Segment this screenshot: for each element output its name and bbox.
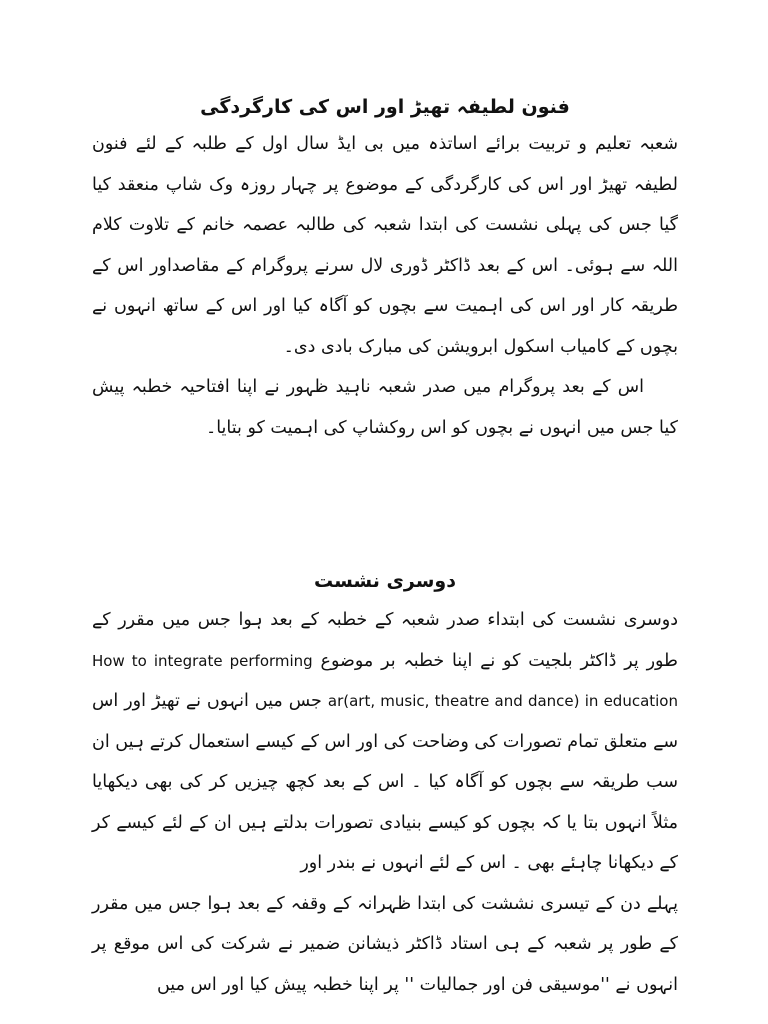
body-paragraph: اس کے بعد پروگرام میں صدر شعبہ ناہید ظہور نے اپنا افتاحیہ خطبہ پیش کیا جس میں انہوں نے بچوں کو اس روکشاپ کی اہمیت کو بتایا۔ bbox=[92, 377, 678, 438]
document-page bbox=[92, 92, 678, 1005]
paragraph-text: جس میں انہوں نے تھیڑ اور اس سے متعلق تمام تصورات کی وضاحت کی اور اس کے کیسے استعمال کرتے ہیں ان سب طریقہ سے بچوں کو آگاہ کیا ۔ اس کے بعد کچھ چیزیں کر کی بھی دیکھایا مثلاً انہوں بتا یا کہ بچوں کو کیسے بنیادی تصورات بدلتے ہیں ان کے لئے کیسے کر کے دیکھانا چاہئے بھی ۔ اس کے لئے انہوں نے بندر اور bbox=[92, 691, 678, 873]
section-spacer bbox=[92, 448, 678, 566]
body-paragraph: پہلے دن کے تیسری نششت کی ابتدا ظہرانہ کے وقفہ کے بعد ہوا جس میں مقرر کے طور پر شعبہ کے ہی استاد ڈاکٹر ذیشانن ضمیر نے شرکت کی اس موقع پر انہوں نے ''موسیقی فن اور جمالیات '' پر اپنا خطبہ پیش کیا اور اس میں bbox=[92, 893, 678, 995]
paragraph-text: دوسری نشست کی ابتداء صدر شعبہ کے خطبہ کے بعد ہوا جس میں مقرر کے طور پر ڈاکٹر بلجیت کو نے اپنا خطبہ بر موضوع bbox=[92, 610, 678, 671]
body-paragraph bbox=[92, 600, 678, 884]
english-phrase: How to integrate performing ar(art, music, theatre and dance) in education bbox=[92, 651, 678, 710]
section-first-session bbox=[92, 92, 678, 448]
body-paragraph: شعبہ تعلیم و تربیت برائے اساتذہ میں بی ایڈ سال اول کے طلبہ کے لئے فنون لطیفہ تھیڑ اور اس کی کارگردگی کے موضوع پر چہار روزہ وک شاپ منعقد کیا گیا جس کی پہلی نشست کی ابتدا شعبہ کی طالبہ عصمہ خانم کے تلاوت کلام اللہ سے ہوئی۔ اس کے بعد ڈاکٹر ڈوری لال سرنے پروگرام کے مقاصداور اس کے طریقہ کار اور اس کی اہمیت سے بچوں کو آگاہ کیا اور اس کے ساتھ انہوں نے بچوں کے کامیاب اسکول ابرویشن کی مبارک بادی دی۔ bbox=[92, 134, 678, 357]
section-title: دوسری نشست bbox=[313, 570, 456, 592]
section-title: فنون لطیفہ تھیڑ اور اس کی کارگردگی bbox=[200, 96, 570, 118]
section-second-session bbox=[92, 566, 678, 1005]
